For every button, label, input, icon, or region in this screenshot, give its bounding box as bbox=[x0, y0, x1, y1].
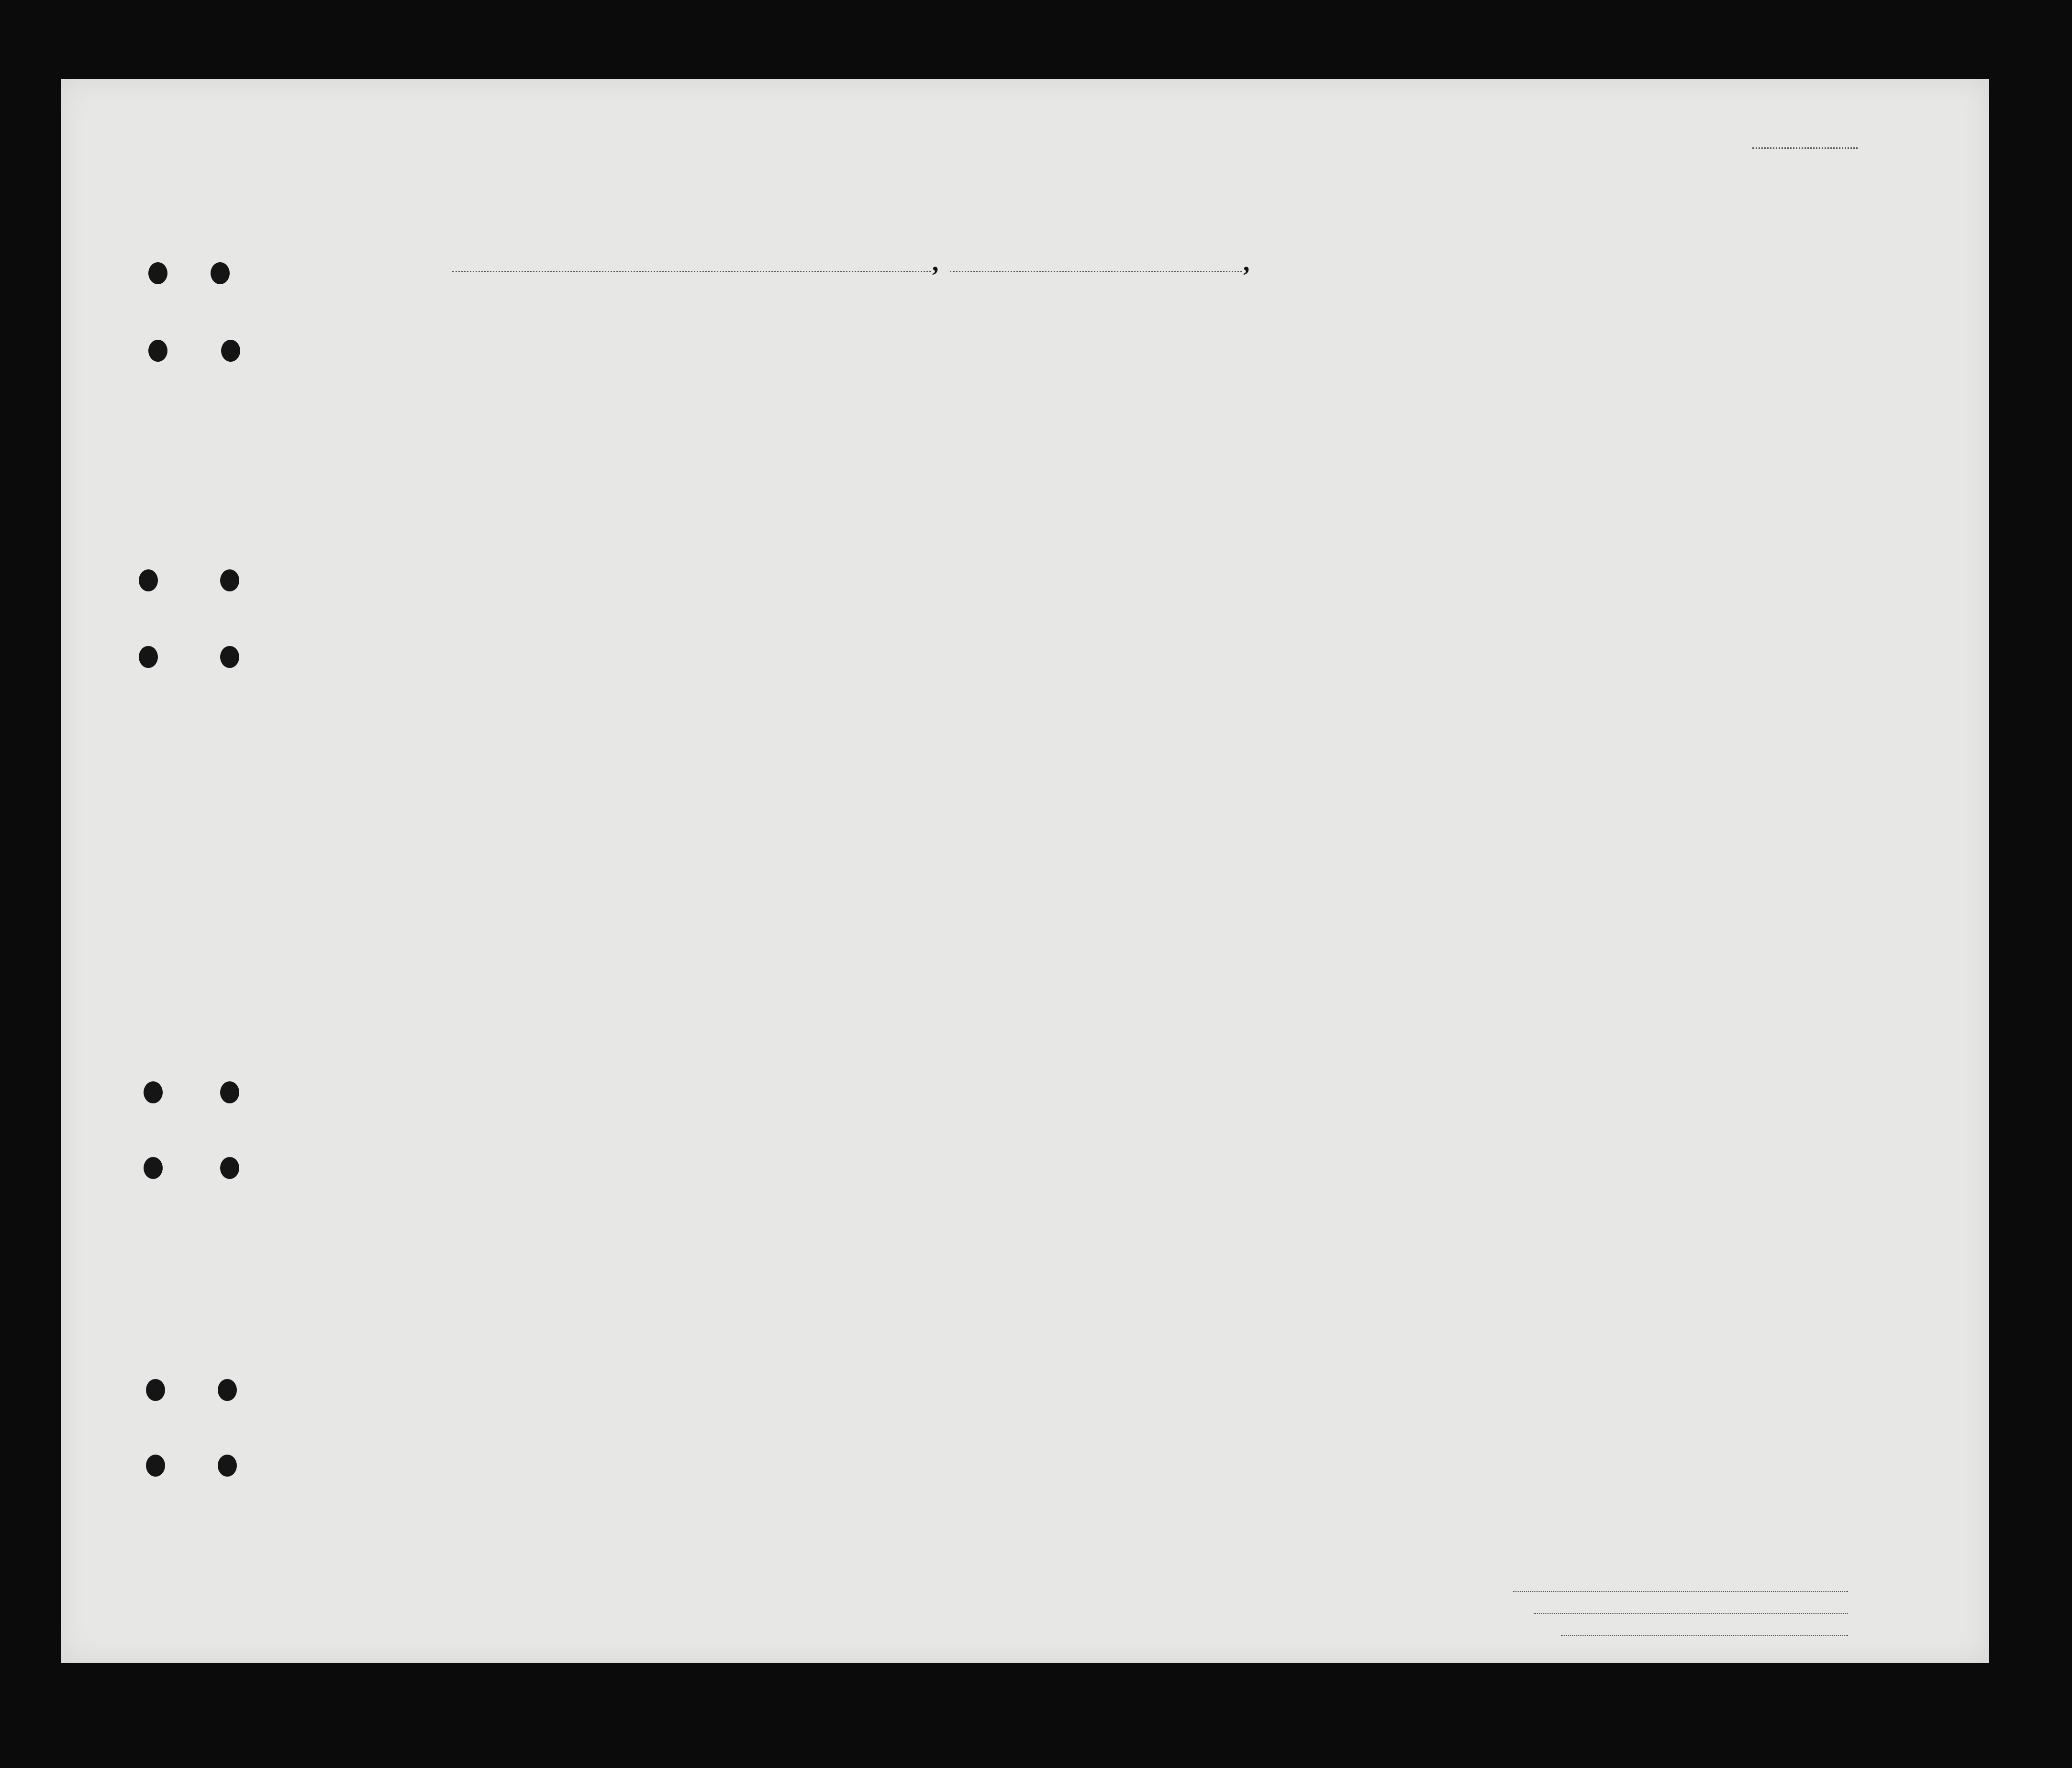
punch-hole bbox=[220, 569, 239, 591]
punch-hole bbox=[139, 569, 158, 591]
punch-hole bbox=[220, 1157, 239, 1179]
punch-hole bbox=[148, 340, 167, 362]
local-agents-field bbox=[1561, 1635, 1848, 1636]
punch-hole bbox=[148, 262, 167, 284]
punch-hole bbox=[220, 1081, 239, 1103]
punch-hole bbox=[220, 646, 239, 668]
punch-hole bbox=[139, 646, 158, 668]
punch-hole bbox=[211, 262, 230, 284]
owners-field bbox=[1534, 1613, 1848, 1614]
punch-hole bbox=[221, 340, 240, 362]
punch-hole bbox=[146, 1455, 165, 1477]
punch-hole bbox=[146, 1379, 165, 1401]
punch-hole bbox=[218, 1379, 237, 1401]
punch-hole bbox=[144, 1081, 163, 1103]
line-field bbox=[1513, 1591, 1848, 1592]
punch-hole bbox=[144, 1157, 163, 1179]
comma-2: , bbox=[1244, 247, 1251, 277]
punch-hole bbox=[218, 1455, 237, 1477]
comma: , bbox=[933, 247, 940, 277]
